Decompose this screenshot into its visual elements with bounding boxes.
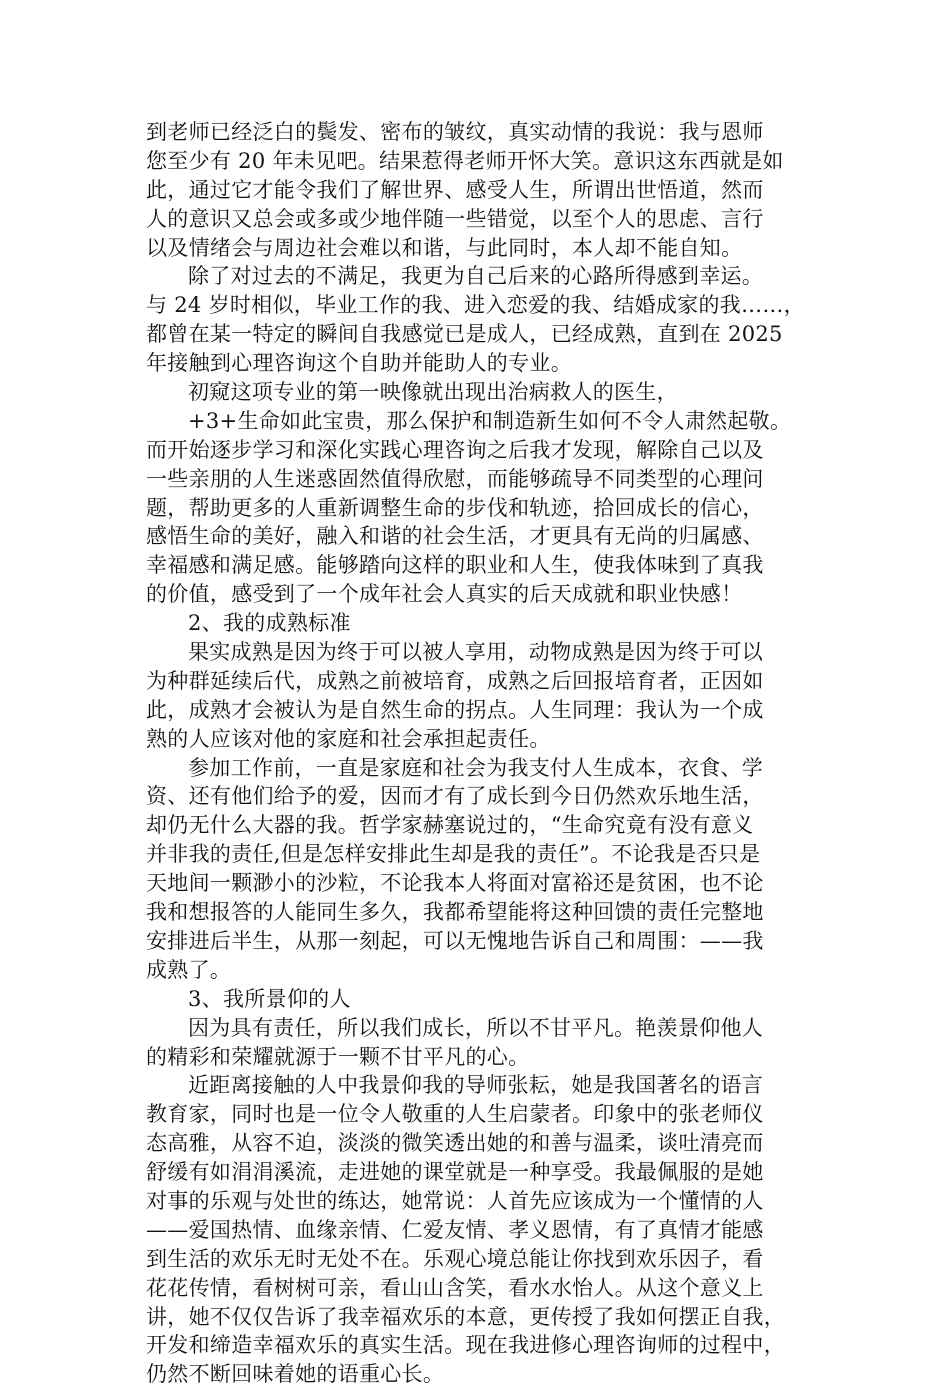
paragraph	[146, 378, 808, 407]
text-line: 您至少有 20 年未见吧。结果惹得老师开怀大笑。意识这东西就是如	[146, 148, 784, 173]
text-line: 到生活的欢乐无时无处不在。乐观心境总能让你找到欢乐因子，看	[146, 1246, 764, 1271]
text-line: 态高雅，从容不迫，淡淡的微笑透出她的和善与温柔，谈吐清亮而	[146, 1131, 764, 1156]
text-line: 教育家，同时也是一位令人敬重的人生启蒙者。印象中的张老师仪	[146, 1102, 764, 1127]
text-line: 此，通过它才能令我们了解世界、感受人生，所谓出世悟道，然而	[146, 177, 764, 202]
paragraph	[146, 638, 808, 754]
text-line: 人的意识又总会或多或少地伴随一些错觉，以至个人的思虑、言行	[146, 206, 764, 231]
paragraph	[146, 118, 808, 262]
text-line: 近距离接触的人中我景仰我的导师张耘，她是我国著名的语言	[188, 1073, 764, 1098]
text-line: +3+生命如此宝贵，那么保护和制造新生如何不令人肃然起敬。	[188, 408, 792, 433]
text-line: 安排进后半生，从那一刻起，可以无愧地告诉自己和周围：——我	[146, 928, 764, 953]
text-line: 舒缓有如涓涓溪流，走进她的课堂就是一种享受。我最佩服的是她	[146, 1160, 764, 1185]
text-line: 而开始逐步学习和深化实践心理咨询之后我才发现，解除自己以及	[146, 437, 764, 462]
text-line: 熟的人应该对他的家庭和社会承担起责任。	[146, 726, 551, 751]
text-line: 天地间一颗渺小的沙粒，不论我本人将面对富裕还是贫困，也不论	[146, 871, 764, 896]
text-line: 花花传情，看树树可亲，看山山含笑，看水水怡人。从这个意义上	[146, 1275, 764, 1300]
heading-text: 2、我的成熟标准	[188, 611, 351, 636]
text-line: 资、还有他们给予的爱，因而才有了成长到今日仍然欢乐地生活，	[146, 784, 764, 809]
text-line: 此，成熟才会被认为是自然生命的拐点。人生同理：我认为一个成	[146, 697, 764, 722]
text-line: 幸福感和满足感。能够踏向这样的职业和人生，使我体味到了真我	[146, 553, 764, 578]
text-line: 却仍无什么大器的我。哲学家赫塞说过的，“生命究竟有没有意义	[146, 813, 754, 838]
paragraph	[146, 754, 808, 985]
paragraph	[146, 1071, 808, 1389]
section-heading	[146, 985, 808, 1014]
section-heading	[146, 609, 808, 638]
text-line: 果实成熟是因为终于可以被人享用，动物成熟是因为终于可以	[188, 640, 764, 665]
text-line: 初窥这项专业的第一映像就出现出治病救人的医生，	[188, 380, 678, 405]
text-line: 到老师已经泛白的鬓发、密布的皱纹，真实动情的我说：我与恩师	[146, 120, 764, 144]
text-line: 以及情绪会与周边社会难以和谐，与此同时，本人却不能自知。	[146, 235, 743, 260]
text-line: 感悟生命的美好，融入和谐的社会生活，才更具有无尚的归属感、	[146, 524, 764, 549]
document-page	[146, 118, 808, 1389]
text-line: 参加工作前，一直是家庭和社会为我支付人生成本，衣食、学	[188, 755, 764, 780]
paragraph	[146, 1014, 808, 1072]
text-line: 我和想报答的人能同生多久，我都希望能将这种回馈的责任完整地	[146, 900, 764, 925]
text-line: 的价值，感受到了一个成年社会人真实的后天成就和职业快感！	[146, 582, 743, 607]
text-line: 的精彩和荣耀就源于一颗不甘平凡的心。	[146, 1044, 530, 1069]
text-line: 开发和缔造幸福欢乐的真实生活。现在我进修心理咨询师的过程中，	[146, 1333, 785, 1358]
heading-text: 3、我所景仰的人	[188, 986, 351, 1011]
text-line: 为种群延续后代，成熟之前被培育，成熟之后回报培育者，正因如	[146, 668, 764, 693]
paragraph	[146, 407, 808, 609]
text-line: 因为具有责任，所以我们成长，所以不甘平凡。艳羡景仰他人	[188, 1015, 764, 1040]
text-line: 题，帮助更多的人重新调整生命的步伐和轨迹，拾回成长的信心，	[146, 495, 764, 520]
text-line: 都曾在某一特定的瞬间自我感觉已是成人，已经成熟，直到在 2025	[146, 322, 783, 347]
text-line: 讲，她不仅仅告诉了我幸福欢乐的本意，更传授了我如何摆正自我，	[146, 1304, 785, 1329]
text-line: 与 24 岁时相似，毕业工作的我、进入恋爱的我、结婚成家的我……，	[146, 293, 805, 318]
text-line: 仍然不断回味着她的语重心长。	[146, 1362, 445, 1387]
text-line: 一些亲朋的人生迷惑固然值得欣慰，而能够疏导不同类型的心理问	[146, 466, 764, 491]
text-line: 除了对过去的不满足，我更为自己后来的心路所得感到幸运。	[188, 264, 764, 289]
text-line: 并非我的责任,但是怎样安排此生却是我的责任”。不论我是否只是	[146, 842, 761, 867]
text-line: 对事的乐观与处世的练达，她常说：人首先应该成为一个懂情的人	[146, 1188, 764, 1213]
text-line: 年接触到心理咨询这个自助并能助人的专业。	[146, 351, 572, 376]
paragraph	[146, 262, 808, 378]
text-line: 成熟了。	[146, 957, 232, 982]
text-line: ——爱国热情、血缘亲情、仁爱友情、孝义恩情，有了真情才能感	[146, 1217, 764, 1242]
